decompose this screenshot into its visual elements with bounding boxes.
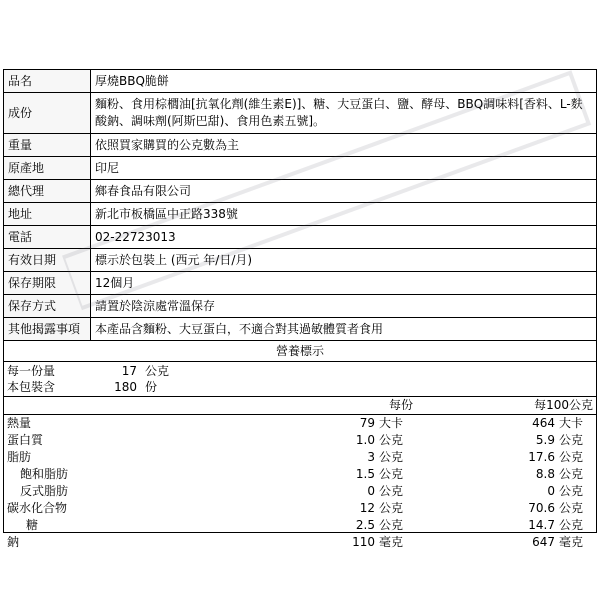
per-100g-value: 8.8 bbox=[535, 467, 555, 481]
per-serving-value: 110 bbox=[352, 535, 375, 549]
info-row bbox=[4, 157, 596, 180]
info-value: 印尼 bbox=[91, 157, 597, 180]
nutrient-name: 飽和脂肪 bbox=[20, 467, 69, 481]
nutrition-table bbox=[4, 397, 596, 551]
info-value: 02-22723013 bbox=[91, 226, 597, 249]
nutrition-row bbox=[4, 500, 596, 517]
info-row bbox=[4, 180, 596, 203]
per-100g-unit: 公克 bbox=[559, 501, 584, 515]
per-100g-value: 464 bbox=[532, 416, 555, 430]
per-100g-unit: 公克 bbox=[559, 484, 584, 498]
info-value: 12個月 bbox=[91, 272, 597, 295]
per-serving-value: 79 bbox=[359, 416, 375, 430]
per-serving-value: 12 bbox=[359, 501, 375, 515]
per-100g-cell bbox=[416, 466, 596, 483]
serving-size-unit: 公克 bbox=[145, 364, 170, 378]
info-row bbox=[4, 295, 596, 318]
per-100g-cell bbox=[416, 449, 596, 466]
info-value: 標示於包裝上 (西元 年/日/月) bbox=[91, 249, 597, 272]
nutrition-row bbox=[4, 466, 596, 483]
info-row bbox=[4, 272, 596, 295]
info-key: 地址 bbox=[4, 203, 91, 226]
per-100g-unit: 大卡 bbox=[559, 416, 584, 430]
info-value: 依照買家購買的公克數為主 bbox=[91, 134, 597, 157]
info-key: 成份 bbox=[4, 93, 91, 134]
per-serving-cell bbox=[160, 534, 416, 551]
serving-size-row bbox=[7, 363, 593, 379]
serving-size-value: 17 bbox=[121, 364, 137, 378]
nutrient-name: 熱量 bbox=[7, 416, 32, 430]
info-row bbox=[4, 203, 596, 226]
per-serving-cell bbox=[160, 415, 416, 433]
per-100g-unit: 公克 bbox=[559, 450, 584, 464]
info-row bbox=[4, 318, 596, 341]
info-row bbox=[4, 226, 596, 249]
per-serving-cell bbox=[160, 483, 416, 500]
nutrient-name: 糖 bbox=[26, 518, 39, 532]
nutrition-title: 營養標示 bbox=[4, 341, 596, 362]
info-value: 新北市板橋區中正路338號 bbox=[91, 203, 597, 226]
per-100g-cell bbox=[416, 534, 596, 551]
per-serving-value: 1.5 bbox=[355, 467, 375, 481]
product-label-sheet bbox=[3, 69, 597, 549]
info-key: 重量 bbox=[4, 134, 91, 157]
per-100g-unit: 公克 bbox=[559, 433, 584, 447]
servings-label: 本包裝含 bbox=[7, 380, 56, 394]
info-key: 其他揭露事項 bbox=[4, 318, 91, 341]
per-serving-cell bbox=[160, 466, 416, 483]
per-serving-unit: 公克 bbox=[379, 433, 404, 447]
per-100g-cell bbox=[416, 517, 596, 534]
per-serving-unit: 毫克 bbox=[379, 535, 404, 549]
info-key: 原產地 bbox=[4, 157, 91, 180]
info-key: 保存方式 bbox=[4, 295, 91, 318]
product-info-table bbox=[4, 70, 596, 341]
info-value: 麵粉、食用棕櫚油[抗氧化劑(維生素E)]、糖、大豆蛋白、鹽、酵母、BBQ調味料[香料、L-麩酸鈉、調味劑(阿斯巴甜)、食用色素五號]。 bbox=[91, 93, 597, 134]
per-serving-cell bbox=[160, 432, 416, 449]
per-serving-value: 1.0 bbox=[355, 433, 375, 447]
info-key: 電話 bbox=[4, 226, 91, 249]
per-100g-value: 70.6 bbox=[528, 501, 555, 515]
per-100g-value: 647 bbox=[532, 535, 555, 549]
nutrition-header-row bbox=[4, 397, 596, 415]
servings-value: 180 bbox=[114, 380, 137, 394]
per-100g-cell bbox=[416, 500, 596, 517]
nutrition-row bbox=[4, 534, 596, 551]
nutrient-name: 蛋白質 bbox=[7, 433, 44, 447]
nutrition-row bbox=[4, 432, 596, 449]
info-value: 鄉春食品有限公司 bbox=[91, 180, 597, 203]
nutrition-row bbox=[4, 449, 596, 466]
per-100g-cell bbox=[416, 415, 596, 433]
per-serving-cell bbox=[160, 517, 416, 534]
serving-size-label: 每一份量 bbox=[7, 364, 56, 378]
per-serving-value: 2.5 bbox=[355, 518, 375, 532]
per-100g-header: 每100公克 bbox=[416, 397, 596, 415]
per-100g-value: 17.6 bbox=[528, 450, 555, 464]
per-serving-value: 3 bbox=[367, 450, 375, 464]
info-value: 本產品含麵粉、大豆蛋白，不適合對其過敏體質者食用 bbox=[91, 318, 597, 341]
nutrition-row bbox=[4, 483, 596, 500]
per-serving-unit: 公克 bbox=[379, 518, 404, 532]
per-serving-cell bbox=[160, 500, 416, 517]
servings-unit: 份 bbox=[145, 380, 158, 394]
info-key: 有效日期 bbox=[4, 249, 91, 272]
nutrient-name: 碳水化合物 bbox=[7, 501, 68, 515]
per-100g-value: 0 bbox=[547, 484, 555, 498]
info-key: 保存期限 bbox=[4, 272, 91, 295]
serving-info bbox=[4, 362, 596, 397]
per-serving-unit: 公克 bbox=[379, 484, 404, 498]
info-value: 請置於陰涼處常溫保存 bbox=[91, 295, 597, 318]
nutrient-name: 鈉 bbox=[7, 535, 20, 549]
per-100g-unit: 毫克 bbox=[559, 535, 584, 549]
per-100g-unit: 公克 bbox=[559, 467, 584, 481]
per-serving-unit: 公克 bbox=[379, 501, 404, 515]
nutrient-name: 反式脂肪 bbox=[20, 484, 69, 498]
per-100g-cell bbox=[416, 483, 596, 500]
per-100g-value: 5.9 bbox=[535, 433, 555, 447]
per-serving-cell bbox=[160, 449, 416, 466]
per-100g-cell bbox=[416, 432, 596, 449]
per-serving-unit: 公克 bbox=[379, 467, 404, 481]
per-100g-value: 14.7 bbox=[528, 518, 555, 532]
per-serving-unit: 大卡 bbox=[379, 416, 404, 430]
info-key: 總代理 bbox=[4, 180, 91, 203]
servings-row bbox=[7, 379, 593, 395]
per-serving-unit: 公克 bbox=[379, 450, 404, 464]
nutrition-row bbox=[4, 415, 596, 433]
per-serving-value: 0 bbox=[367, 484, 375, 498]
info-row bbox=[4, 70, 596, 93]
info-value: 厚燒BBQ脆餅 bbox=[91, 70, 597, 93]
per-100g-unit: 公克 bbox=[559, 518, 584, 532]
per-serving-header: 每份 bbox=[160, 397, 416, 415]
info-row bbox=[4, 134, 596, 157]
nutrient-name: 脂肪 bbox=[7, 450, 32, 464]
info-row bbox=[4, 93, 596, 134]
info-row bbox=[4, 249, 596, 272]
nutrition-row bbox=[4, 517, 596, 534]
info-key: 品名 bbox=[4, 70, 91, 93]
